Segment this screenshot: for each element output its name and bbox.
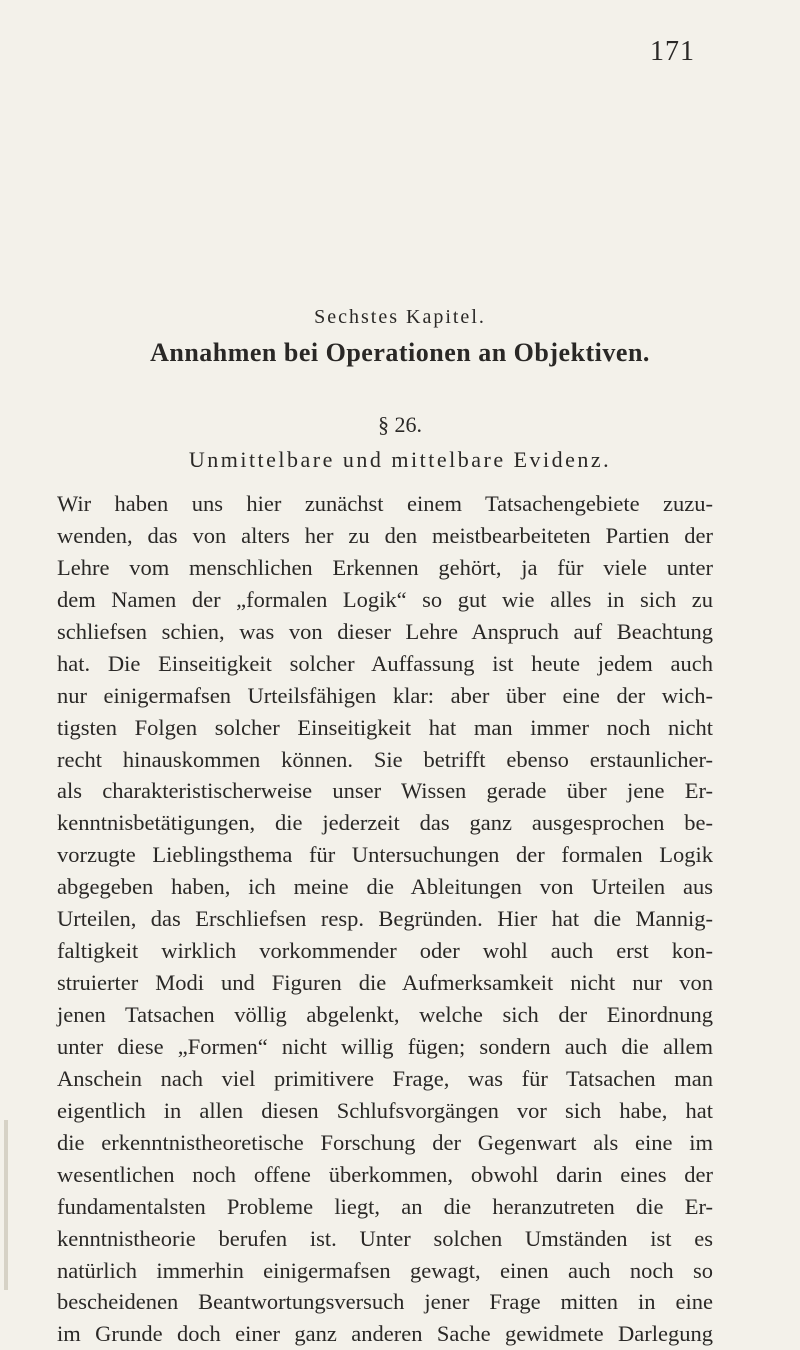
page-edge-shadow xyxy=(4,1120,8,1290)
text-line: eigentlich in allen diesen Schlufsvorgängen vor sich habe, hat xyxy=(57,1097,713,1123)
body-text xyxy=(57,488,713,1350)
section-number: § 26. xyxy=(378,412,422,437)
text-line: hat. Die Einseitigkeit solcher Auffassung ist heute jedem auch xyxy=(57,650,713,676)
chapter-heading: Sechstes Kapitel. xyxy=(314,306,486,328)
text-line: wesentlichen noch offene überkommen, obwohl darin eines der xyxy=(57,1161,713,1187)
text-line: wenden, das von alters her zu den meistbearbeiteten Partien der xyxy=(57,522,713,548)
text-line: die erkenntnistheoretische Forschung der Gegenwart als eine im xyxy=(57,1129,713,1155)
text-line: vorzugte Lieblingsthema für Untersuchungen der formalen Logik xyxy=(57,842,713,868)
text-line: Lehre vom menschlichen Erkennen gehört, ja für viele unter xyxy=(57,554,713,580)
text-line: natürlich immerhin einigermafsen gewagt, einen auch noch so xyxy=(57,1257,713,1283)
text-line: bescheidenen Beantwortungsversuch jener Frage mitten in eine xyxy=(57,1289,713,1315)
section-title: Unmittelbare und mittelbare Evidenz. xyxy=(188,447,612,472)
text-line: kenntnistheorie berufen ist. Unter solchen Umständen ist es xyxy=(57,1225,713,1251)
text-line: faltigkeit wirklich vorkommender oder wohl auch erst kon- xyxy=(57,938,713,964)
chapter-title: Annahmen bei Operationen an Objektiven. xyxy=(150,338,650,367)
text-line: im Grunde doch einer ganz anderen Sache gewidmete Darlegung xyxy=(57,1321,713,1347)
text-line: Urteilen, das Erschliefsen resp. Begründen. Hier hat die Mannig- xyxy=(57,906,713,932)
text-line: Wir haben uns hier zunächst einem Tatsachengebiete zuzu- xyxy=(57,491,713,516)
text-line: unter diese „Formen“ nicht willig fügen; sondern auch die allem xyxy=(57,1033,713,1059)
text-line: dem Namen der „formalen Logik“ so gut wie alles in sich zu xyxy=(57,586,713,612)
text-line: abgegeben haben, ich meine die Ableitungen von Urteilen aus xyxy=(57,874,713,900)
text-line: jenen Tatsachen völlig abgelenkt, welche sich der Einordnung xyxy=(57,1002,713,1027)
text-line: tigsten Folgen solcher Einseitigkeit hat man immer noch nicht xyxy=(57,714,713,740)
text-line: schliefsen schien, was von dieser Lehre Anspruch auf Beachtung xyxy=(57,618,713,644)
text-line: struierter Modi und Figuren die Aufmerksamkeit nicht nur von xyxy=(57,970,713,996)
text-line: kenntnisbetätigungen, die jederzeit das ganz ausgesprochen be- xyxy=(57,810,713,836)
text-line: fundamentalsten Probleme liegt, an die heranzutreten die Er- xyxy=(57,1193,713,1219)
page-number: 171 xyxy=(650,36,695,67)
text-line: nur einigermafsen Urteilsfähigen klar: aber über eine der wich- xyxy=(57,682,713,708)
text-line: recht hinauskommen können. Sie betrifft ebenso erstaunlicher- xyxy=(57,746,713,772)
text-line: Anschein nach viel primitivere Frage, was für Tatsachen man xyxy=(57,1065,713,1091)
text-line: als charakteristischerweise unser Wissen gerade über jene Er- xyxy=(57,778,713,804)
